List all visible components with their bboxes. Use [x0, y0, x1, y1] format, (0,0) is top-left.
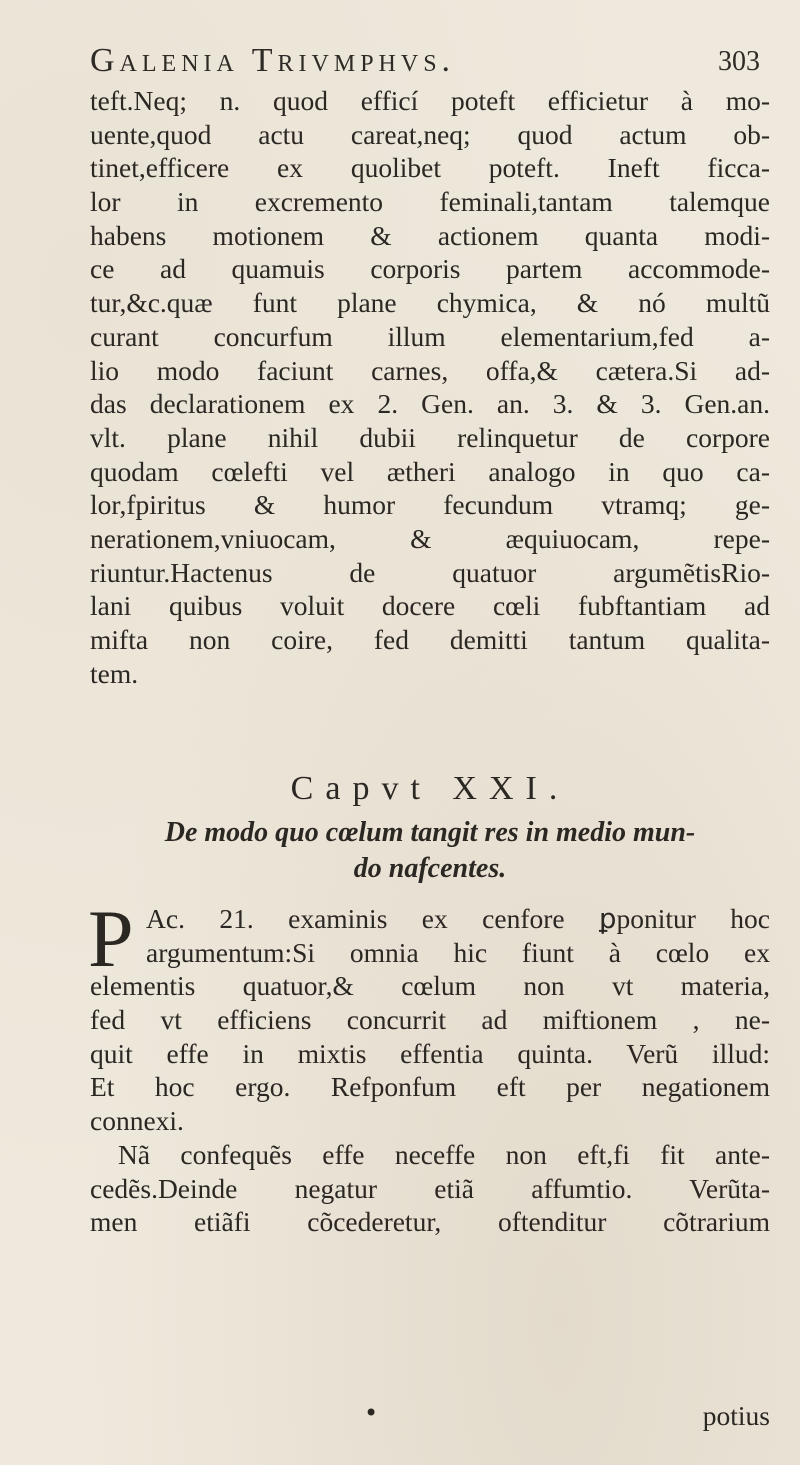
text-line: tinet,efficere ex quolibet poteft. Ineft ficca-: [90, 152, 770, 184]
text-line: lor,fpiritus & humor fecundum vtramq; ge-: [90, 489, 770, 521]
text-line: Ac. 21. examinis ex cenfore ꝑponitur hoc: [146, 903, 770, 934]
text-line: quit effe in mixtis effentia quinta. Verũ illud:: [90, 1037, 770, 1069]
text-line: mifta non coire, fed demitti tantum qualita-: [90, 624, 770, 655]
text-line: tem.: [90, 657, 139, 689]
text-line: men etiãfi cõcederetur, oftenditur cõtrarium: [90, 1206, 770, 1238]
text-line: uente,quod actu careat,neq; quod actum ob-: [90, 118, 770, 150]
chapter-subtitle-line-1: De modo quo cœlum tangit res in medio mun-: [164, 817, 696, 848]
text-line: elementis quatuor,& cœlum non vt materia,: [90, 970, 770, 1002]
page-number: 303: [718, 46, 760, 77]
text-line: quodam cœlefti vel ætheri analogo in quo ca-: [90, 455, 770, 487]
footer-mark: •: [364, 1399, 379, 1427]
body-text-lower: [88, 893, 770, 1239]
drop-cap: P: [88, 893, 134, 984]
text-line: lor in excremento feminali,tantam talemque: [90, 186, 770, 218]
running-title: Galenia Trivmphvs.: [90, 42, 456, 79]
text-line: das declarationem ex 2. Gen. an. 3. & 3. Gen.an.: [90, 388, 770, 420]
text-line: vlt. plane nihil dubii relinquetur de corpore: [90, 421, 770, 453]
text-line: fed vt efficiens concurrit ad miftionem , ne-: [90, 1004, 770, 1036]
text-line: habens motionem & actionem quanta modi-: [90, 219, 770, 251]
text-line: Nã confequẽs effe neceffe non eft,fi fit ante-: [118, 1138, 770, 1170]
text-line: lio modo faciunt carnes, offa,& cætera.Si ad-: [90, 354, 770, 386]
chapter-subtitle-line-2: do nafcentes.: [353, 853, 507, 884]
text-line: teft.Neq; n. quod efficí poteft efficietur à mo-: [90, 85, 770, 116]
text-line: curant concurfum illum elementarium,fed a-: [90, 320, 770, 352]
text-line: argumentum:Si omnia hic fiunt à cœlo ex: [146, 936, 770, 968]
text-line: Et hoc ergo. Refponfum eft per negationem: [90, 1071, 770, 1103]
text-line: tur,&c.quæ funt plane chymica, & nó multũ: [90, 287, 770, 319]
body-text-upper: [90, 84, 770, 690]
chapter-heading: Capvt XXI.: [290, 770, 570, 807]
text-line: riuntur.Hactenus de quatuor argumẽtisRio-: [90, 556, 770, 588]
text-line: connexi.: [90, 1105, 184, 1137]
text-line: lani quibus voluit docere cœli fubftantiam ad: [90, 590, 770, 622]
text-line: nerationem,vniuocam, & æquiuocam, repe-: [90, 522, 770, 554]
text-line: cedẽs.Deinde negatur etiã affumtio. Verũta-: [90, 1172, 770, 1204]
catchword: potius: [702, 1400, 770, 1431]
text-line: ce ad quamuis corporis partem accommode-: [90, 253, 770, 285]
